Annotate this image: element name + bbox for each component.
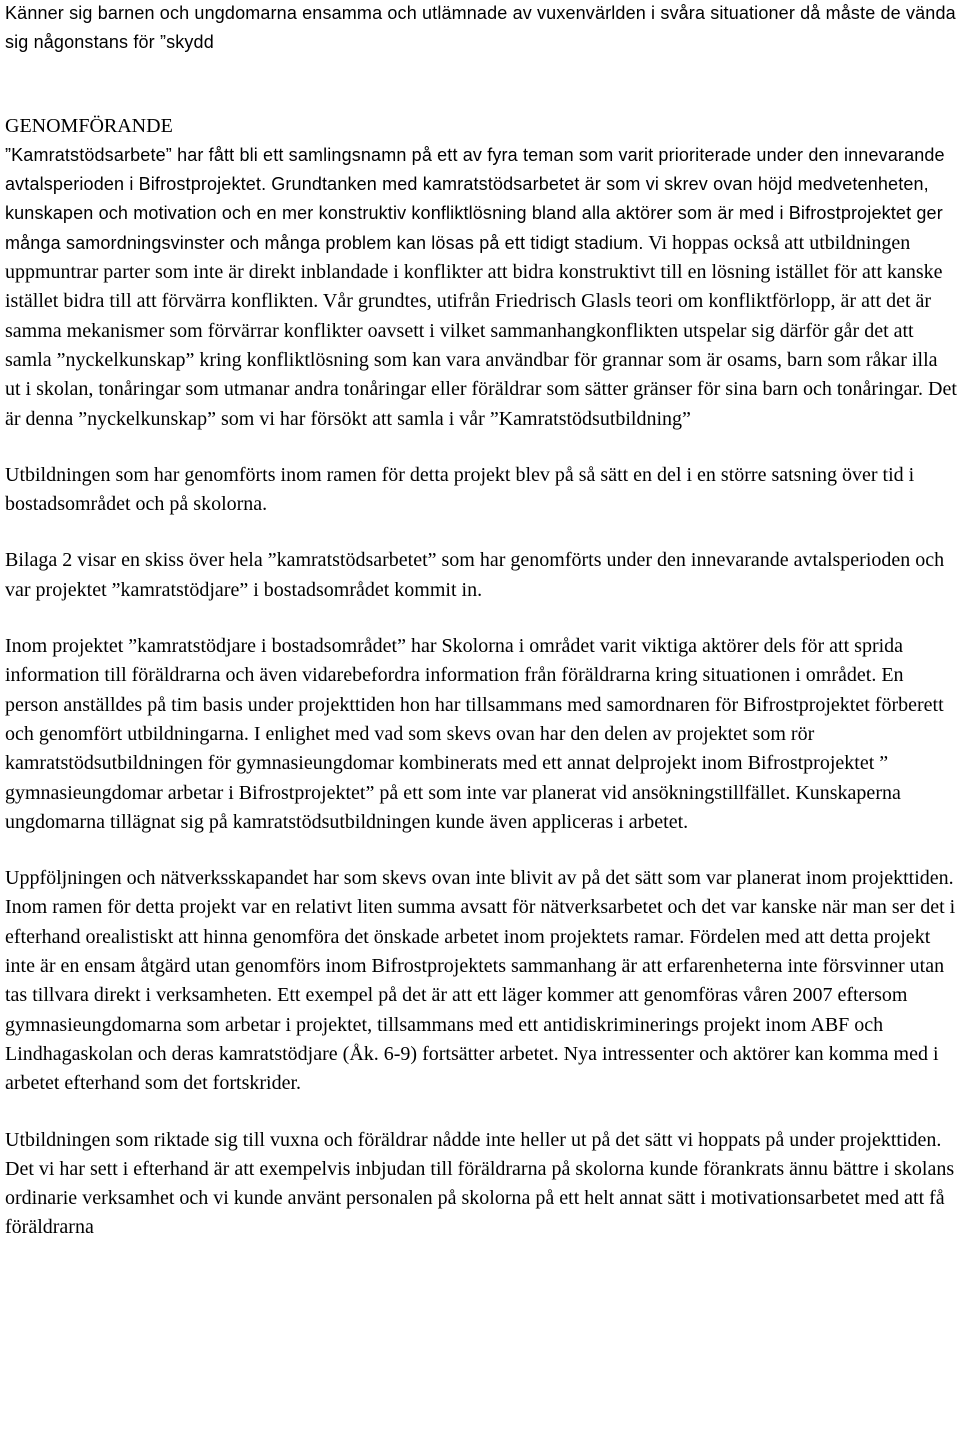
paragraph-4: Inom projektet ”kamratstödjare i bostadsområdet” har Skolorna i området varit viktiga aktörer dels för att sprida information till föräldrarna och även vidarebefordra information från föräldrarna kring situationen i området. En person anställdes på tim basis under projekttiden hon har tillsammans med samordnaren för Bifrostprojektet förberett och genomfört utbildningarna. I enlighet med vad som skevs ovan har den delen av projektet som rör kamratstödsutbildningen för gymnasieungdomar kombinerats med ett annat delprojekt inom Bifrostprojektet ” gymnasieungdomar arbetar i Bifrostprojektet” på ett som inte var planerat vid ansökningstillfället. Kunskaperna ungdomarna tillägnat sig på kamratstödsutbildningen kunde även appliceras i arbetet. <box>5 635 944 833</box>
section-heading: GENOMFÖRANDE <box>5 114 173 137</box>
paragraph-2: Utbildningen som har genomförts inom ramen för detta projekt blev på så sätt en del i en större satsning över tid i bostadsområdet och på skolorna. <box>5 463 915 516</box>
paragraph-1-part-b: Grundtanken med kamratstödsarbetet är som vi skrev ovan höjd medvetenheten, kunskapen och motivation och en mer konstruktiv konfliktlösning bland alla aktörer som är med i Bifrostprojektet ger många samordningsvinster och många problem kan lösas på ett tidigt stadium. <box>5 174 943 253</box>
paragraph-1-part-a: ”Kamratstödsarbete” har fått bli ett samlingsnamn på ett av fyra teman som varit prioriterade under den innevarande avtalsperioden i Bifrostprojektet. <box>5 144 945 195</box>
intro-text: Känner sig barnen och ungdomarna ensamma och utlämnade av vuxenvärlden i svåra situationer då måste de vända sig någonstans för ”skydd <box>5 3 956 53</box>
paragraph-6: Utbildningen som riktade sig till vuxna och föräldrar nådde inte heller ut på det sätt vi hoppats på under projekttiden. Det vi har sett i efterhand är att exempelvis inbjudan till föräldrarna på skolorna kunde förankrats ännu bättre i skolans ordinarie verksamhet och vi kunde använt personalen på skolorna på ett helt annat sätt i motivationsarbetet med att få föräldrarna <box>5 1128 955 1239</box>
document-page <box>5 0 957 1243</box>
paragraph-5: Uppföljningen och nätverksskapandet har som skevs ovan inte blivit av på det sätt som var planerat inom projekttiden. Inom ramen för detta projekt var en relativt liten summa avsatt för nätverksarbetet och det var kanske när man ser det i efterhand orealistiskt att hinna genomföra det önskade arbetet inom projektets ramar. Fördelen med att detta projekt inte är en ensam åtgärd utan genomförs inom Bifrostprojektets sammanhang är att erfarenheterna inte försvinner utan tas tillvara direkt i verksamheten. Ett exempel på det är att ett läger kommer att genomföras våren 2007 eftersom gymnasieungdomarna som arbetar i projektet, tillsammans med ett antidiskriminerings projekt inom ABF och Lindhagaskolan och deras kamratstödjare (Åk. 6-9) fortsätter arbetet. Nya intressenter och aktörer kan komma med i arbetet efterhand som det fortskrider. <box>5 867 956 1095</box>
paragraph-1 <box>5 141 957 434</box>
paragraph-3: Bilaga 2 visar en skiss över hela ”kamratstödsarbetet” som har genomförts under den innevarande avtalsperioden och var projektet ”kamratstödjare” i bostadsområdet kommit in. <box>5 549 945 601</box>
paragraph-1-part-c: Vi hoppas också att utbildningen uppmuntrar parter som inte är direkt inblandade i konflikter att bidra konstruktivt till en lösning istället för att kanske istället bidra till att förvärra konflikten. Vår grundtes, utifrån Friedrisch Glasls teori om konfliktförlopp, är att det är samma mekanismer som förvärrar konflikter oavsett i vilket sammanhangkonflikten utspelar sig därför går det att samla ”nyckelkunskap” kring konfliktlösning som kan vara användbar för grannar som är osams, barn som råkar illa ut i skolan, tonåringar som utmanar andra tonåringar eller föräldrar som sätter gränser för sina barn och tonåringar. Det är denna ”nyckelkunskap” som vi har försökt att samla i vår ”Kamratstödsutbildning” <box>5 231 957 430</box>
intro-paragraph <box>5 0 957 58</box>
